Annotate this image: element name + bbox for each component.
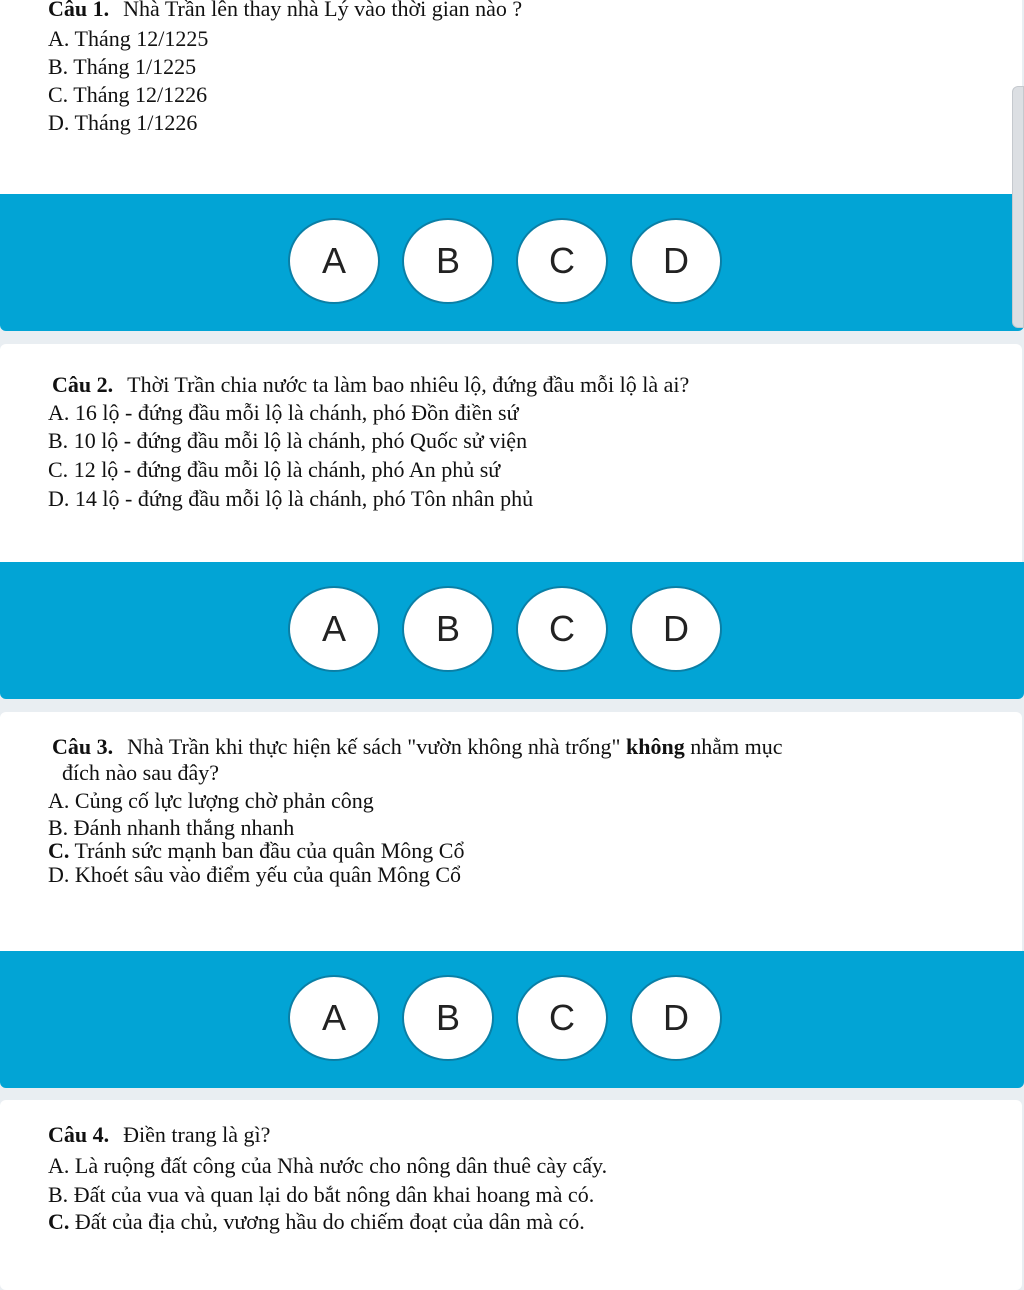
- question-card-4: [0, 1100, 1022, 1290]
- question-4-option-b: B. Đất của vua và quan lại do bắt nông dân khai hoang mà có.: [48, 1182, 595, 1207]
- answer-button-b[interactable]: B: [402, 975, 494, 1061]
- answer-button-c[interactable]: C: [516, 586, 608, 672]
- answer-button-c[interactable]: C: [516, 218, 608, 304]
- answer-bar-2: [0, 562, 1024, 699]
- question-card-2: [0, 344, 1022, 699]
- answer-button-c[interactable]: C: [516, 975, 608, 1061]
- scrollbar-thumb[interactable]: [1012, 86, 1024, 328]
- question-4-option-c: C. Đất của địa chủ, vương hầu do chiếm đoạt của dân mà có.: [48, 1209, 585, 1234]
- question-4-option-a: A. Là ruộng đất công của Nhà nước cho nông dân thuê cày cấy.: [48, 1153, 608, 1178]
- answer-button-a[interactable]: A: [288, 218, 380, 304]
- question-3-option-a: A. Củng cố lực lượng chờ phản công: [48, 788, 374, 813]
- question-2-option-c: C. 12 lộ - đứng đầu mỗi lộ là chánh, phó An phủ sứ: [48, 457, 501, 482]
- question-3-number: Câu 3.: [52, 734, 114, 759]
- question-2-option-b: B. 10 lộ - đứng đầu mỗi lộ là chánh, phó Quốc sử viện: [48, 428, 528, 453]
- question-2-option-d: D. 14 lộ - đứng đầu mỗi lộ là chánh, phó Tôn nhân phủ: [48, 486, 534, 511]
- answer-bar-3: [0, 951, 1024, 1088]
- answer-button-d[interactable]: D: [630, 975, 722, 1061]
- question-1-text: Câu 1. Nhà Trần lên thay nhà Lý vào thời gian nào ?: [48, 0, 522, 22]
- question-4-text: Câu 4. Điền trang là gì?: [48, 1122, 271, 1147]
- question-1-option-d: D. Tháng 1/1226: [48, 110, 198, 135]
- answer-button-d[interactable]: D: [630, 586, 722, 672]
- question-2-number: Câu 2.: [52, 372, 114, 397]
- question-card-1: [0, 0, 1022, 331]
- answer-button-d[interactable]: D: [630, 218, 722, 304]
- question-1-option-a: A. Tháng 12/1225: [48, 26, 209, 51]
- question-3-option-c: C. Tránh sức mạnh ban đầu của quân Mông Cổ: [48, 838, 465, 863]
- question-1-number: Câu 1.: [48, 0, 110, 21]
- question-3-text: Câu 3. Nhà Trần khi thực hiện kế sách "vườn không nhà trống" không nhằm mục: [52, 734, 783, 759]
- question-3-option-d: D. Khoét sâu vào điểm yếu của quân Mông Cổ: [48, 862, 462, 887]
- answer-button-a[interactable]: A: [288, 586, 380, 672]
- question-1-option-b: B. Tháng 1/1225: [48, 54, 197, 79]
- answer-button-a[interactable]: A: [288, 975, 380, 1061]
- answer-button-b[interactable]: B: [402, 218, 494, 304]
- question-3-text-continued: đích nào sau đây?: [62, 760, 219, 785]
- question-2-option-a: A. 16 lộ - đứng đầu mỗi lộ là chánh, phó Đồn điền sứ: [48, 400, 519, 425]
- question-2-text: Câu 2. Thời Trần chia nước ta làm bao nhiêu lộ, đứng đầu mỗi lộ là ai?: [52, 372, 690, 397]
- question-card-3: [0, 712, 1022, 1088]
- question-1-option-c: C. Tháng 12/1226: [48, 82, 208, 107]
- answer-bar-1: [0, 194, 1024, 331]
- answer-button-b[interactable]: B: [402, 586, 494, 672]
- question-4-number: Câu 4.: [48, 1122, 110, 1147]
- question-3-option-b: B. Đánh nhanh thắng nhanh: [48, 815, 295, 840]
